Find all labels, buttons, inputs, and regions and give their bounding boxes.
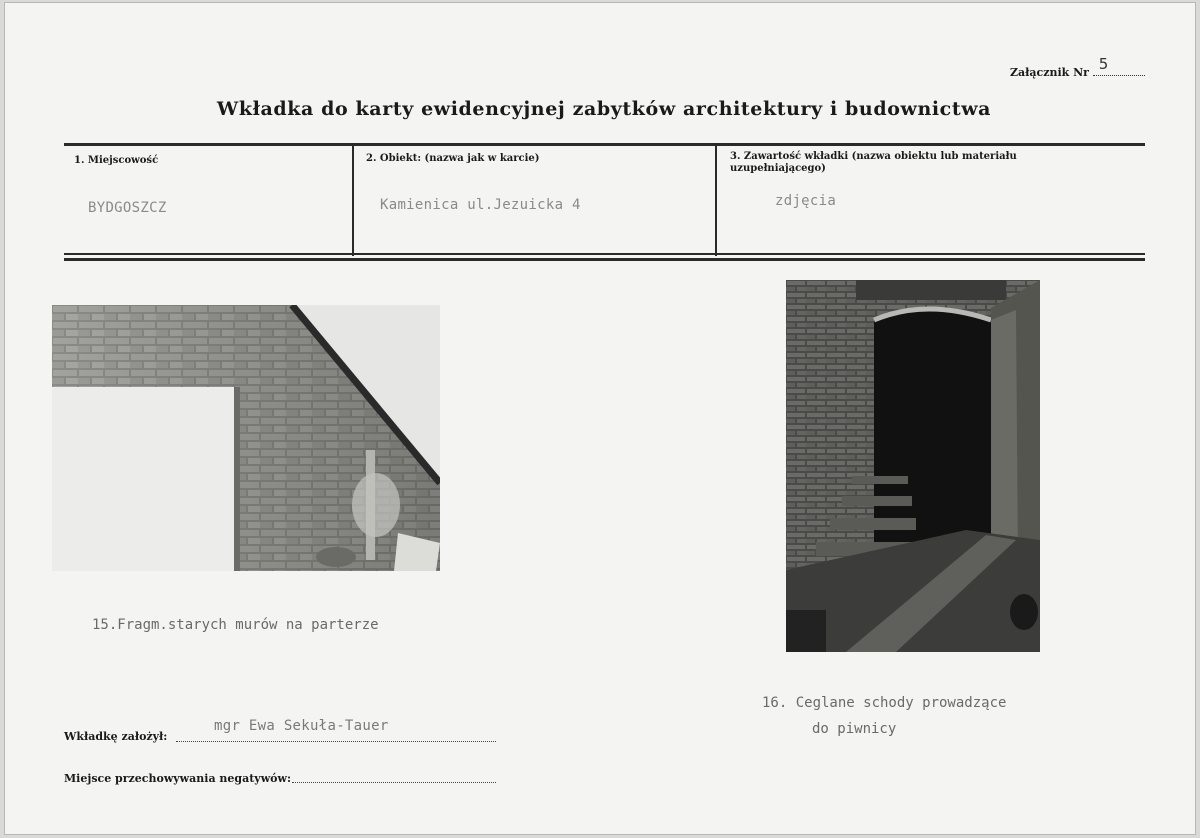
brick-wall-image <box>52 305 440 571</box>
annex-value: 5 <box>1098 55 1109 73</box>
author-value: mgr Ewa Sekuła-Tauer <box>214 718 389 734</box>
field-content-label: 3. Zawartość wkładki (nazwa obiektu lub materiału uzupełniającego) <box>730 151 1017 174</box>
field-locality-label: 1. Miejscowość <box>74 155 159 166</box>
photo-cellar-stairs <box>786 280 1040 652</box>
photo-16-caption-line-2: do piwnicy <box>812 721 897 737</box>
annex-label: Załącznik Nr <box>1010 66 1089 79</box>
photo-16-caption <box>762 690 1006 742</box>
photo-15-caption <box>92 612 379 638</box>
negatives-label: Miejsce przechowywania negatywów: <box>64 772 292 785</box>
photo-16-caption-line-1: 16. Ceglane schody prowadzące <box>762 695 1007 711</box>
field-object-value: Kamienica ul.Jezuicka 4 <box>380 197 581 213</box>
field-object-label: 2. Obiekt: (nazwa jak w karcie) <box>366 153 540 164</box>
author-dotline <box>176 740 496 742</box>
table-bottom-rule-2 <box>64 258 1145 261</box>
table-divider-1 <box>352 146 354 256</box>
table-top-rule <box>64 143 1145 146</box>
field-content-value: zdjęcia <box>775 193 837 209</box>
author-label: Wkładkę założył: <box>64 730 168 743</box>
cellar-stairs-image <box>786 280 1040 652</box>
field-locality-value: BYDGOSZCZ <box>88 200 167 216</box>
photo-15-caption-line: 15.Fragm.starych murów na parterze <box>92 617 379 633</box>
photo-wall-fragment <box>52 305 440 571</box>
negatives-dotline <box>292 781 496 783</box>
page-title: Wkładka do karty ewidencyjnej zabytków architektury i budownictwa <box>216 98 992 120</box>
table-divider-2 <box>715 146 717 256</box>
table-bottom-rule <box>64 253 1145 255</box>
annex-number <box>1010 55 1145 79</box>
